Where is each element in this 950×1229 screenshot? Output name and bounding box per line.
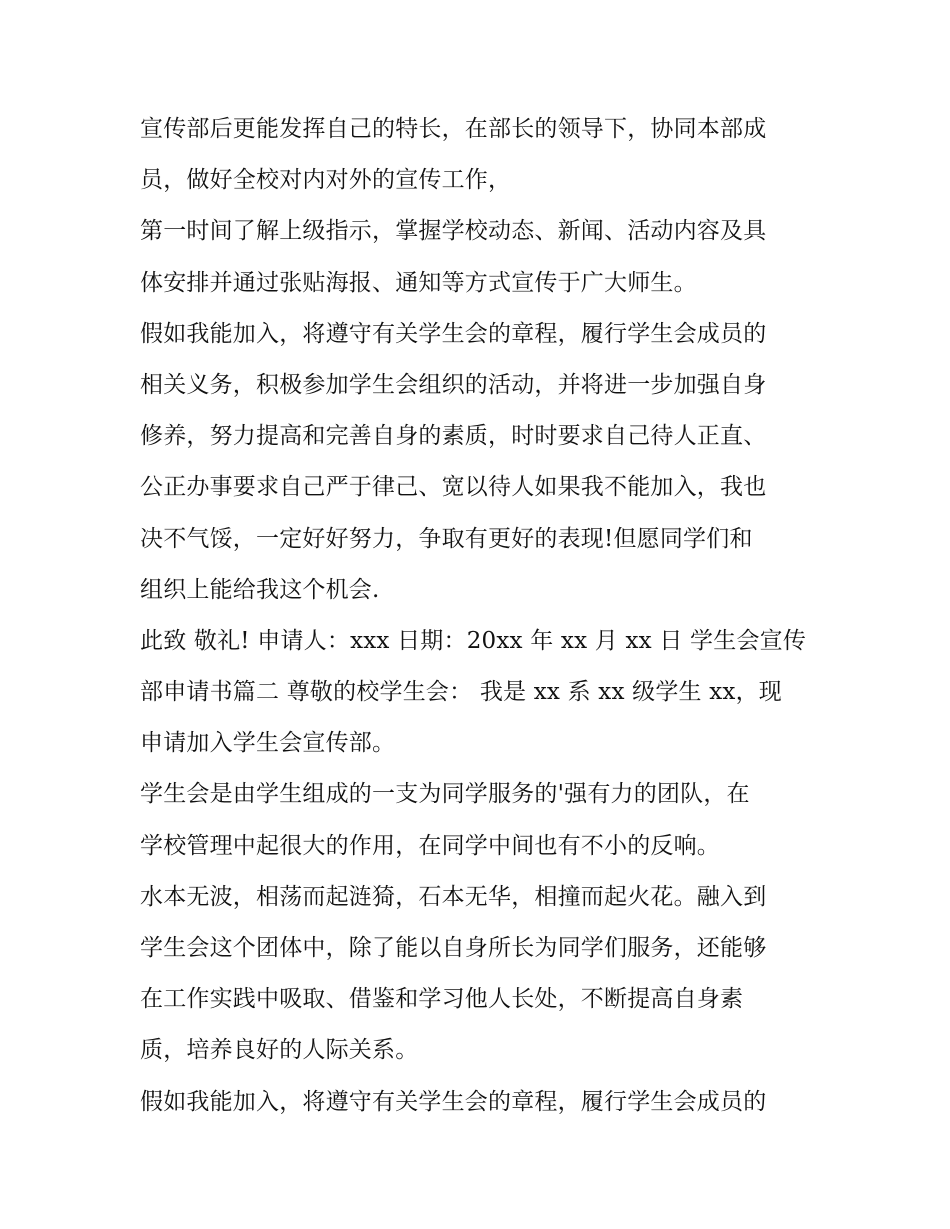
text-line-7: 修养，努力提高和完善自身的素质，时时要求自己待人正直、 — [140, 423, 767, 450]
text-line-13: 申请加入学生会宣传部。 — [140, 730, 396, 757]
text-line-5: 假如我能加入，将遵守有关学生会的章程，履行学生会成员的 — [140, 320, 767, 347]
document-body — [140, 104, 820, 1128]
text-line-10: 组织上能给我这个机会. — [140, 576, 380, 603]
text-line-2: 员，做好全校对内对外的宣传工作， — [140, 167, 512, 194]
text-line-8: 公正办事要求自己严于律己、宽以待人如果我不能加入，我也 — [140, 474, 767, 501]
text-line-20: 假如我能加入，将遵守有关学生会的章程，履行学生会成员的 — [140, 1088, 767, 1115]
text-line-4: 体安排并通过张贴海报、通知等方式宣传于广大师生。 — [140, 269, 697, 296]
text-line-11: 此致 敬礼! 申请人：xxx 日期：20xx 年 xx 月 xx 日 学生会宣传 — [140, 627, 807, 654]
text-line-1: 宣传部后更能发挥自己的特长，在部长的领导下，协同本部成 — [140, 116, 767, 142]
text-line-12: 部申请书篇二 尊敬的校学生会： 我是 xx 系 xx 级学生 xx，现 — [140, 679, 783, 706]
text-line-16: 水本无波，相荡而起涟猗，石本无华，相撞而起火花。融入到 — [140, 883, 767, 910]
text-line-18: 在工作实践中吸取、借鉴和学习他人长处，不断提高自身素 — [140, 986, 744, 1013]
text-line-15: 学校管理中起很大的作用，在同学中间也有不小的反响。 — [140, 832, 720, 859]
text-line-17: 学生会这个团体中，除了能以自身所长为同学们服务，还能够 — [140, 935, 767, 961]
text-line-19: 质，培养良好的人际关系。 — [140, 1037, 419, 1064]
text-line-3: 第一时间了解上级指示，掌握学校动态、新闻、活动内容及具 — [140, 218, 767, 245]
text-line-14: 学生会是由学生组成的一支为同学服务的'强有力的团队，在 — [140, 781, 750, 808]
text-line-6: 相关义务，积极参加学生会组织的活动，并将进一步加强自身 — [140, 371, 767, 398]
text-line-9: 决不气馁，一定好好努力，争取有更好的表现!但愿同学们和 — [140, 525, 753, 552]
